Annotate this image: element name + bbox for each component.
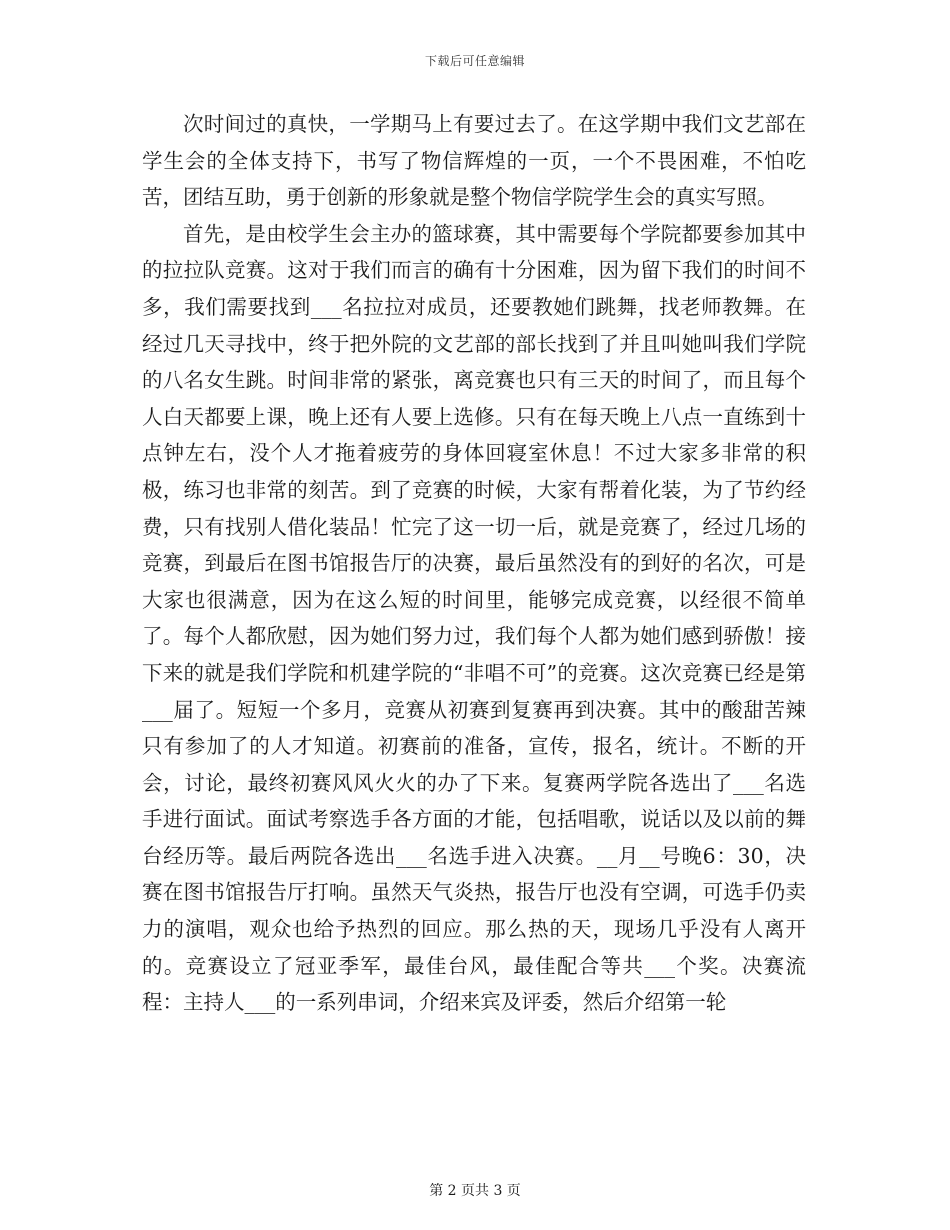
paragraph-2: 首先，是由校学生会主办的篮球赛，其中需要每个学院都要参加其中的拉拉队竞赛。这对于我们而言的确有十分困难，因为留下我们的时间不多，我们需要找到___名拉拉对成员，还要教她们跳舞，找老师教舞。在经过几天寻找中，终于把外院的文艺部的部长找到了并且叫她叫我们学院的八名女生跳。时间非常的紧张，离竞赛也只有三天的时间了，而且每个人白天都要上课，晚上还有人要上选修。只有在每天晚上八点一直练到十点钟左右，没个人才拖着疲劳的身体回寝室休息！不过大家多非常的积极，练习也非常的刻苦。到了竞赛的时候，大家有帮着化装，为了节约经费，只有找别人借化装品！忙完了这一切一后，就是竞赛了，经过几场的竞赛，到最后在图书馆报告厅的决赛，最后虽然没有的到好的名次，可是大家也很满意，因为在这么短的时间里，能够完成竞赛，以经很不简单了。每个人都欣慰，因为她们努力过，我们每个人都为她们感到骄傲！接下来的就是我们学院和机建学院的“非唱不可”的竞赛。这次竞赛已经是第___届了。短短一个多月，竞赛从初赛到复赛再到决赛。其中的酸甜苦辣只有参加了的人才知道。初赛前的准备，宣传，报名，统计。不断的开会，讨论，最终初赛风风火火的办了下来。复赛两学院各选出了___名选手进行面试。面试考察选手各方面的才能，包括唱歌，说话以及以前的舞台经历等。最后两院各选出___名选手进入决赛。__月__号晚6：30，决赛在图书馆报告厅打响。虽然天气炎热，报告厅也没有空调，可选手仍卖力的演唱，观众也给予热烈的回应。那么热的天，现场几乎没有人离开的。竞赛设立了冠亚季军，最佳台风，最佳配合等共___个奖。决赛流程：主持人___的一系列串词，介绍来宾及评委，然后介绍第一轮 — [142, 221, 806, 1015]
page-footer: 第 2 页共 3 页 — [429, 1183, 521, 1199]
paragraph-1: 次时间过的真快，一学期马上有要过去了。在这学期中我们文艺部在学生会的全体支持下，书写了物信辉煌的一页，一个不畏困难，不怕吃苦，团结互助，勇于创新的形象就是整个物信学院学生会的真实写照。 — [142, 112, 806, 210]
page-header: 下载后可任意编辑 — [424, 54, 525, 68]
document-body — [142, 106, 806, 1021]
